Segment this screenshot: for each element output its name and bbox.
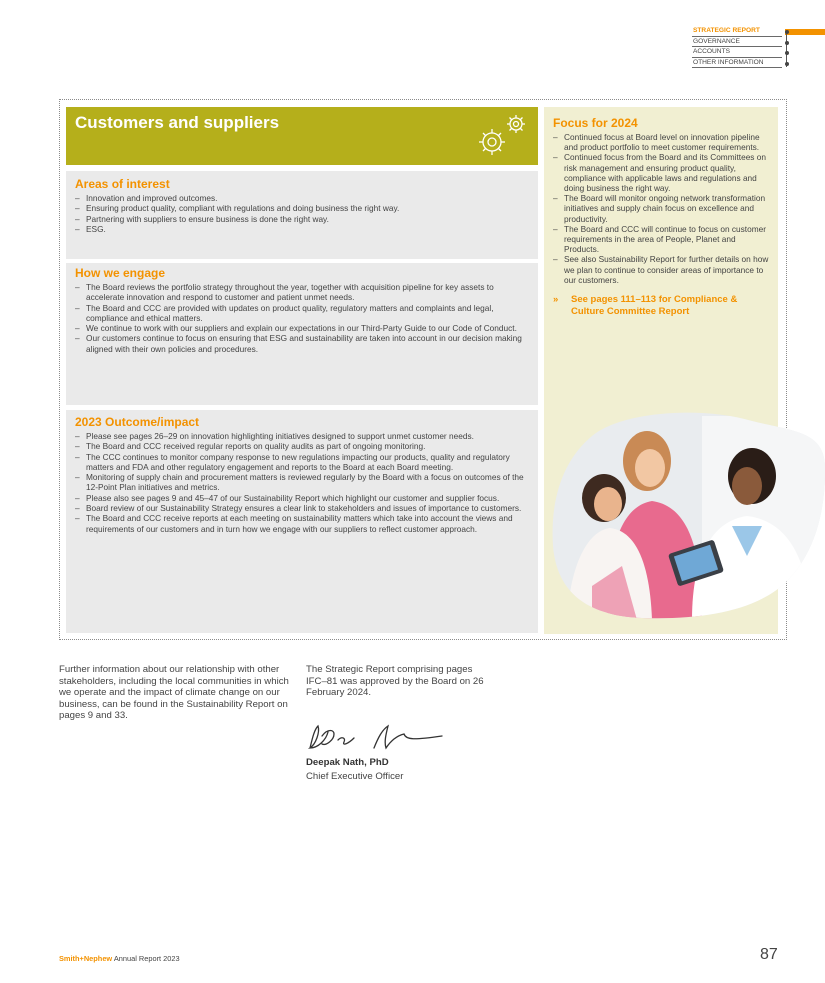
nav-dot (785, 41, 789, 45)
list-item: – The Board and CCC are provided with updates on product quality, regulatory matters and complaints and legal, compliance and ethical matters. (75, 303, 528, 324)
list-item: – The Board reviews the portfolio strategy throughout the year, together with acquisition pipeline for key assets to accelerate innovation and respond to customer and patient unmet needs. (75, 282, 528, 303)
list-item: – Monitoring of supply chain and procurement matters is reviewed regularly by the Board with a focus on outcomes of the 12-Point Plan initiatives and metrics. (75, 472, 528, 493)
engage-list (75, 282, 528, 354)
focus-heading: Focus for 2024 (553, 116, 638, 130)
nav-governance[interactable]: GOVERNANCE (692, 37, 782, 48)
see-pages-link[interactable] (553, 294, 771, 317)
outcome-heading: 2023 Outcome/impact (75, 415, 200, 429)
list-item: – Ensuring product quality, compliant with regulations and doing business the right way. (75, 203, 528, 213)
list-item: – We continue to work with our suppliers and explain our expectations in our Third-Party Guide to our Code of Conduct. (75, 323, 528, 333)
customer-photo (552, 406, 825, 620)
section-nav (692, 26, 782, 68)
signatory-role: Chief Executive Officer (306, 771, 404, 782)
section-title: Customers and suppliers (75, 113, 280, 132)
brand-name: Smith+Nephew (59, 954, 113, 963)
nav-dot (785, 62, 789, 66)
engage-heading: How we engage (75, 266, 166, 280)
nav-dot (785, 51, 789, 55)
list-item: – The Board and CCC receive reports at each meeting on sustainability matters which take into account the views and requirements of our customers and in turn how we engage with our suppliers to reflect customer approach. (75, 513, 528, 534)
page-number: 87 (760, 946, 778, 963)
double-chevron-right-icon: » (553, 294, 559, 306)
footer-brand (59, 954, 180, 963)
list-item: – Innovation and improved outcomes. (75, 193, 528, 203)
list-item: – Continued focus from the Board and its Committees on risk management and ensuring product quality, compliance with applicable laws and regulations and doing business the right way. (553, 152, 771, 193)
nav-dot (785, 30, 789, 34)
outcome-list (75, 431, 528, 534)
list-item: – ESG. (75, 224, 528, 234)
nav-strategic-report[interactable]: STRATEGIC REPORT (692, 26, 782, 37)
list-item: – See also Sustainability Report for further details on how we plan to continue to consider areas of importance to our customers. (553, 254, 771, 285)
list-item: – Our customers continue to focus on ensuring that ESG and sustainability are taken into account in our decision making aligned with their own policies and procedures. (75, 333, 528, 354)
approval-text: The Strategic Report comprising pages IFC–81 was approved by the Board on 26 February 2024. (306, 664, 484, 699)
how-we-engage-panel (66, 263, 538, 405)
list-item: – The Board and CCC received regular reports on quality audits as part of ongoing monitoring. (75, 441, 528, 451)
areas-list (75, 193, 528, 234)
list-item: – The CCC continues to monitor company response to new regulations impacting our products, quality and regulatory matters and FDA and other regulatory engagement and reports to the Board at each Board meeting. (75, 452, 528, 473)
signature (304, 718, 444, 758)
gears-icon (472, 110, 534, 162)
further-info-text: Further information about our relationship with other stakeholders, including the local communities in which we operate and the impact of climate change on our business, can be found in the Sustainability Report on pages 9 and 33. (59, 664, 289, 722)
list-item: – Partnering with suppliers to ensure business is done the right way. (75, 214, 528, 224)
list-item: – Please also see pages 9 and 45–47 of our Sustainability Report which highlight our customer and supplier focus. (75, 493, 528, 503)
list-item: – Board review of our Sustainability Strategy ensures a clear link to stakeholders and issues of importance to customers. (75, 503, 528, 513)
see-pages-label: See pages 111–113 for Compliance & Culture Committee Report (571, 294, 738, 317)
nav-active-marker (785, 29, 825, 35)
signatory-name: Deepak Nath, PhD (306, 757, 389, 768)
nav-accounts[interactable]: ACCOUNTS (692, 47, 782, 58)
focus-2024-content (553, 116, 771, 317)
nav-other-information[interactable]: OTHER INFORMATION (692, 58, 782, 69)
list-item: – The Board and CCC will continue to focus on customer requirements in the area of People, Planet and Products. (553, 224, 771, 255)
areas-of-interest-panel (66, 171, 538, 259)
list-item: – Continued focus at Board level on innovation pipeline and product portfolio to meet customer requirements. (553, 132, 771, 152)
report-name: Annual Report 2023 (113, 954, 180, 963)
areas-heading: Areas of interest (75, 177, 170, 191)
list-item: – Please see pages 26–29 on innovation highlighting initiatives designed to support unmet customer needs. (75, 431, 528, 441)
outcome-impact-panel (66, 410, 538, 633)
list-item: – The Board will monitor ongoing network transformation initiatives and supply chain focus on excellence and productivity. (553, 193, 771, 224)
focus-list (553, 132, 771, 285)
